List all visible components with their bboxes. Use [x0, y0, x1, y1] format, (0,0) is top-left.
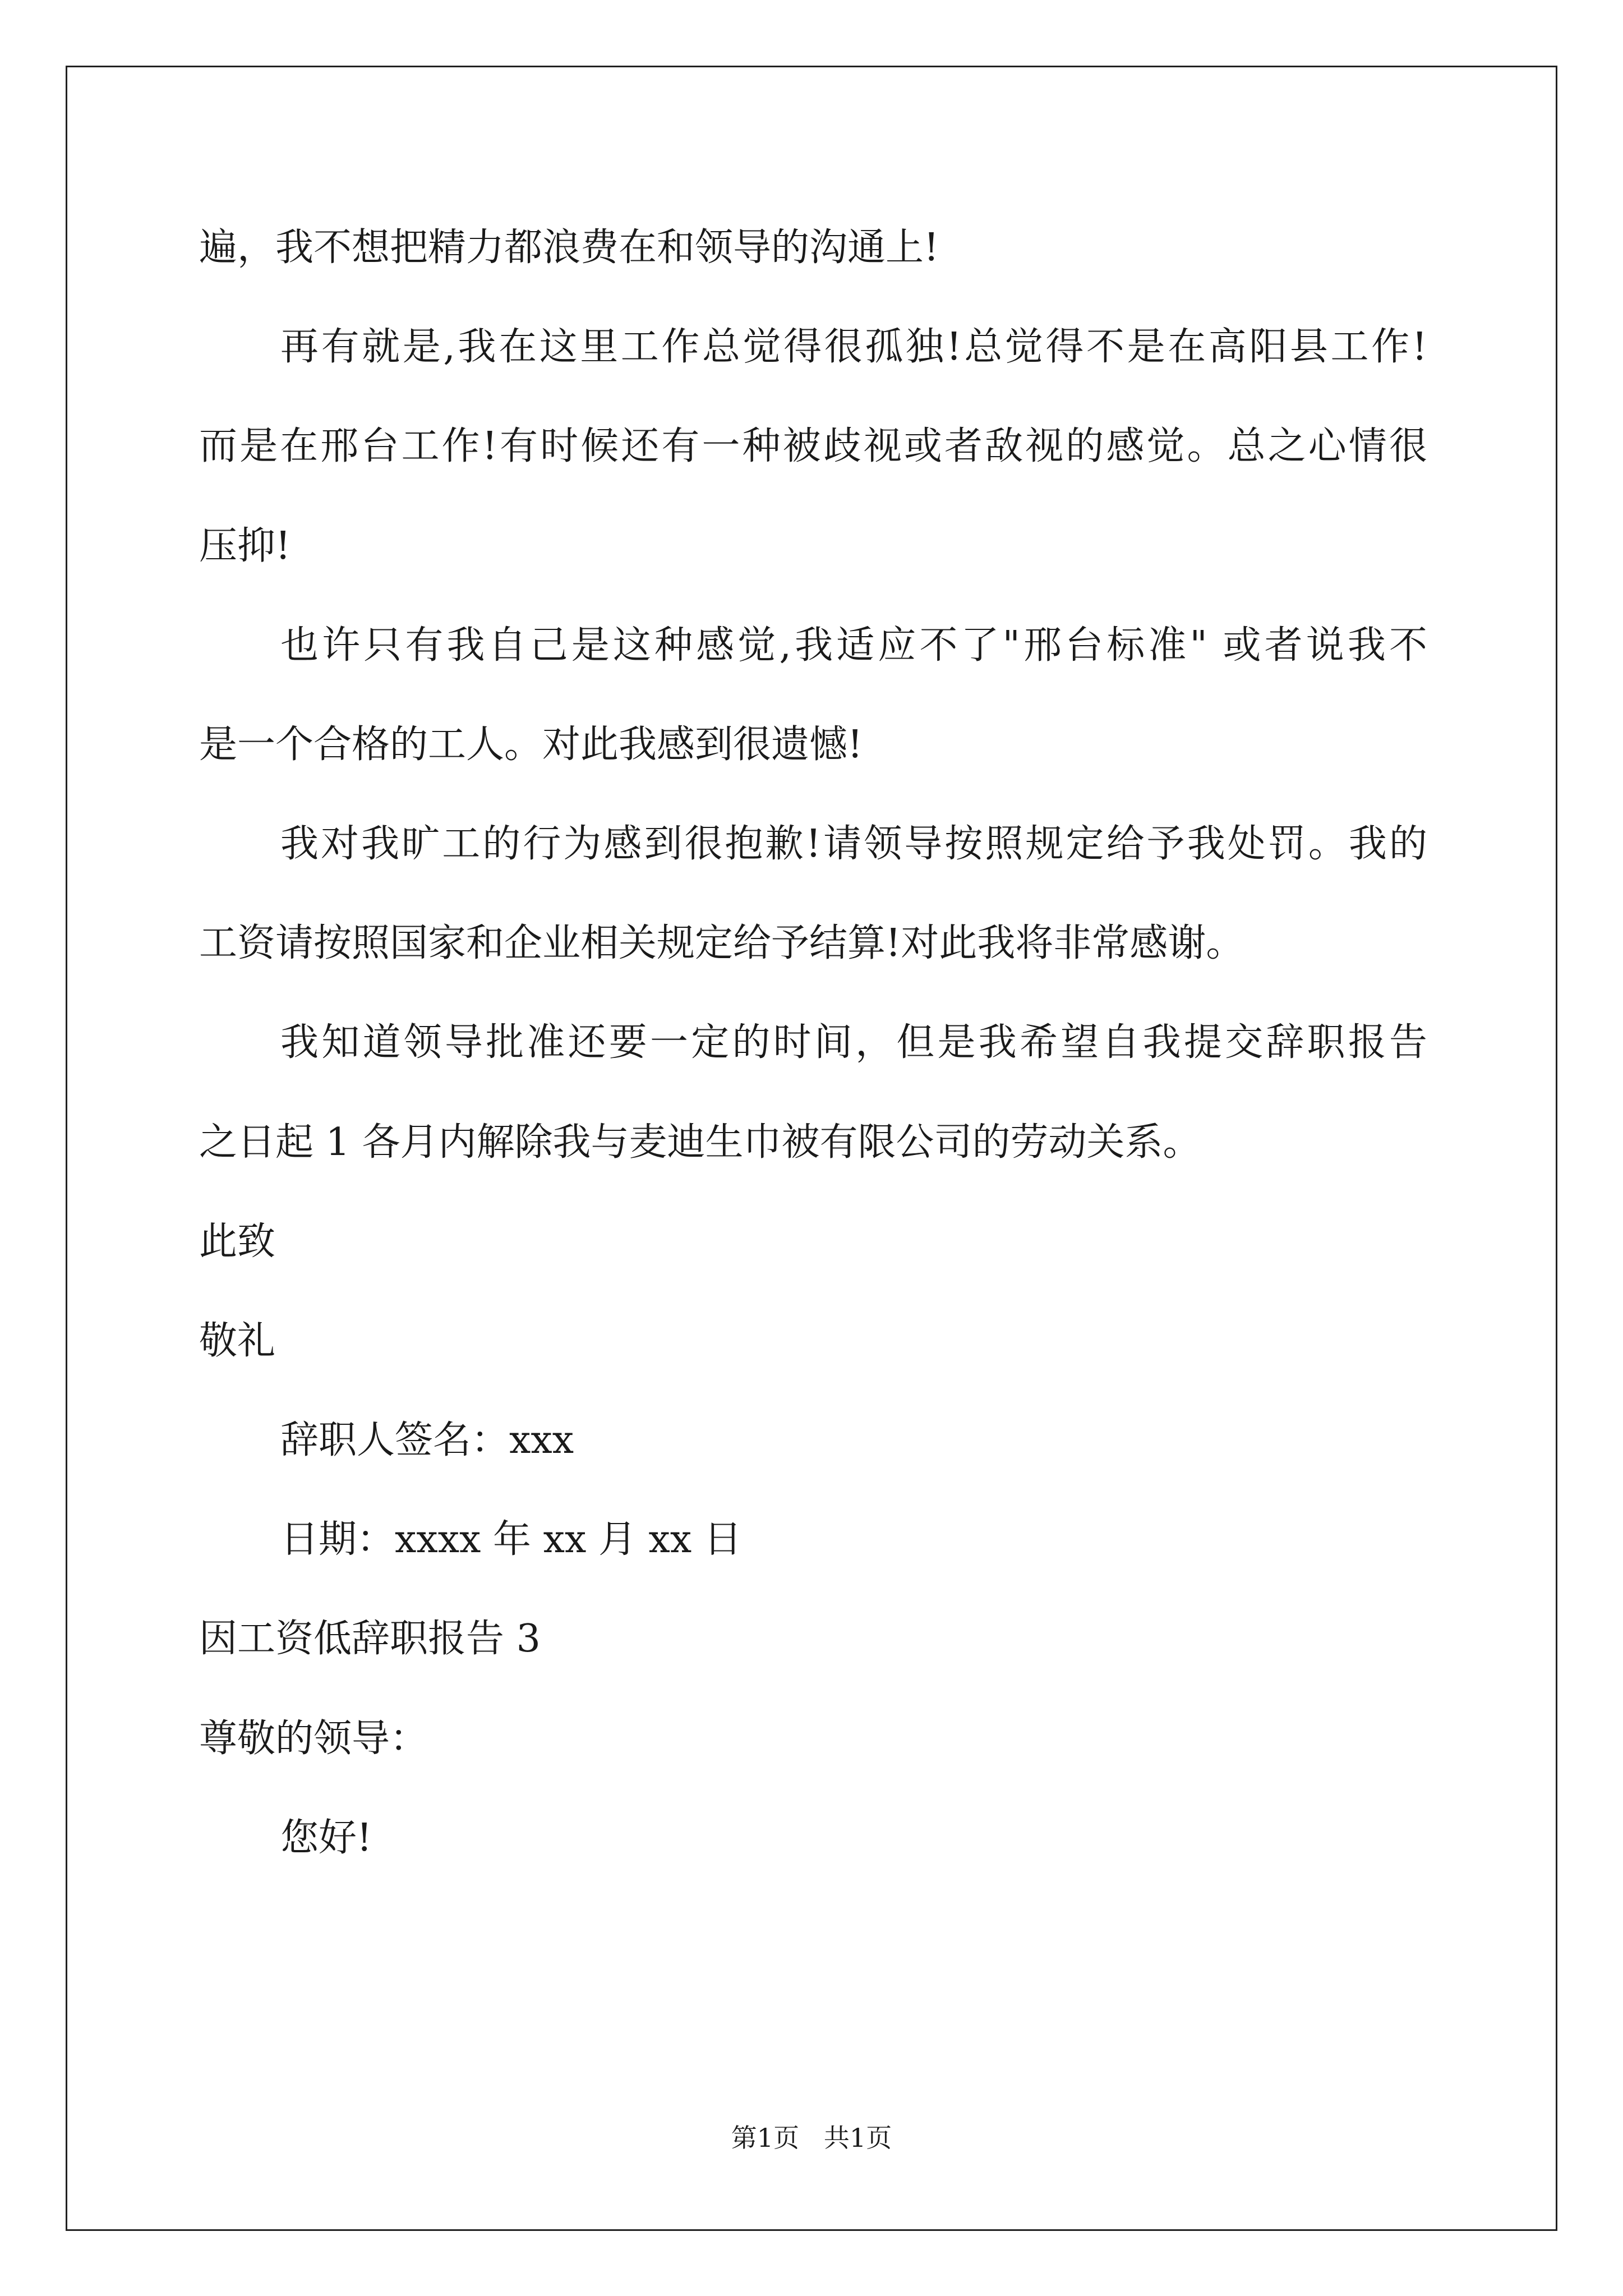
paragraph-line: 我知道领导批准还要一定的时间，但是我希望自我提交辞职报告: [280, 1020, 1427, 1065]
section-title: 因工资低辞职报告 3: [199, 1617, 541, 1661]
paragraph-line: 遍，我不想把精力都浪费在和领导的沟通上!: [199, 226, 939, 270]
paragraph-line: 也许只有我自己是这种感觉,我适应不了"邢台标准" 或者说我不: [280, 623, 1427, 668]
paragraph-line: 再有就是,我在这里工作总觉得很孤独!总觉得不是在高阳县工作!: [280, 325, 1427, 369]
page-footer: 第1页 共1页: [731, 2123, 892, 2153]
greeting-hello: 您好!: [280, 1816, 372, 1860]
greeting: 尊敬的领导：: [199, 1717, 428, 1761]
closing-regards: 敬礼: [199, 1319, 276, 1363]
paragraph-line: 工资请按照国家和企业相关规定给予结算!对此我将非常感谢。: [199, 921, 1244, 965]
closing-salutation: 此致: [199, 1220, 276, 1264]
paragraph-line: 之日起 1 各月内解除我与麦迪生巾被有限公司的劳动关系。: [199, 1120, 1201, 1165]
paragraph-line: 我对我旷工的行为感到很抱歉!请领导按照规定给予我处罚。我的: [280, 822, 1427, 866]
paragraph-line: 是一个合格的工人。对此我感到很遗憾!: [199, 723, 863, 767]
signature-line: 辞职人签名：xxx: [280, 1418, 574, 1462]
paragraph-line: 压抑!: [199, 524, 291, 568]
date-line: 日期：xxxx 年 xx 月 xx 日: [280, 1517, 742, 1562]
paragraph-line: 而是在邢台工作!有时候还有一种被歧视或者敌视的感觉。总之心情很: [199, 424, 1427, 468]
